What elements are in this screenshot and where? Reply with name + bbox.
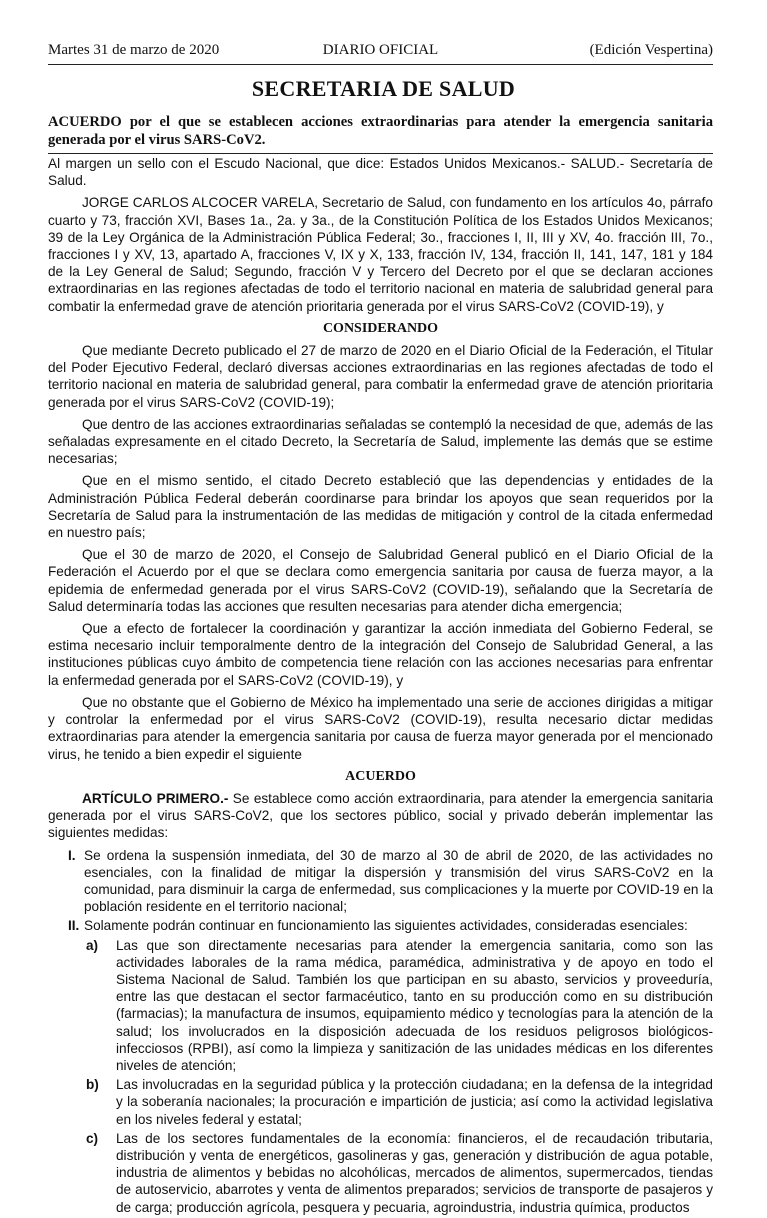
inciso-text: Las involucradas en la seguridad pública y la protección ciudadana; en la defensa de la integridad y la soberanía nacionales; la procuración e impartición de justicia; así como la actividad legislativa en los niveles federal y estatal;: [116, 1077, 713, 1127]
considerando-paragraph: Que a efecto de fortalecer la coordinación y garantizar la acción inmediata del Gobierno Federal, se estima necesario incluir temporalmente dentro de la integración del Consejo de Salubridad General, a las instituciones públicas cuyo ámbito de competencia tiene relación con las acciones necesarias para enfrentar la enfermedad generada por el SARS-CoV2 (COVID-19), y: [48, 621, 713, 688]
considerando-paragraph: Que dentro de las acciones extraordinarias señaladas se contempló la necesidad de que, además de las señaladas expresamente en el citado Decreto, la Secretaría de Salud, implemente las demás que se estime necesarias;: [48, 416, 713, 467]
articulo-primero-text: Se establece como acción extraordinaria, para atender la emergencia sanitaria generada por el virus SARS-CoV2, que los sectores público, social y privado deberán implementar las siguientes medidas:: [48, 790, 714, 841]
fraccion-marker: I.: [68, 847, 76, 863]
page-title: SECRETARIA DE SALUD: [251, 76, 516, 101]
inciso-marker: b): [86, 1077, 99, 1093]
fraccion-text: Solamente podrán continuar en funcionamiento las siguientes actividades, consideradas esenciales:: [84, 918, 688, 934]
fraccion-marker: II.: [68, 918, 80, 934]
header-date: Martes 31 de marzo de 2020: [48, 42, 220, 58]
inciso-marker: a): [86, 937, 99, 953]
seal-note: Al margen un sello con el Escudo Nacional, que dice: Estados Unidos Mexicanos.- SALUD.- Secretaría de Salud.: [48, 156, 713, 189]
fraccion-item: [48, 847, 713, 916]
fraccion-text: Se ordena la suspensión inmediata, del 30 de marzo al 30 de abril de 2020, de las actividades no esenciales, con la finalidad de mitigar la dispersión y transmisión del virus SARS-CoV2 en la comunidad, para disminuir la carga de enfermedad, sus complicaciones y la muerte por COVID-19 en la población residente en el territorio nacional;: [84, 847, 713, 915]
header-edition: (Edición Vespertina): [589, 42, 713, 58]
articulo-primero: [48, 790, 713, 842]
document-body: [48, 155, 713, 1218]
acuerdo-heading: ACUERDO: [345, 768, 416, 784]
inciso-text: Las que son directamente necesarias para atender la emergencia sanitaria, como son las actividades laborales de la rama médica, paramédica, administrativa y de apoyo en todo el Sistema Nacional de Salud. También los que participan en su abasto, servicios y proveeduría, entre las que destacan el sector farmacéutico, tanto en su producción como en su distribución (farmacias); la manufactura de insumos, equipamiento médico y tecnologías para la atención de la salud; los involucrados en la disposición adecuada de los residuos peligrosos biológicos-infecciosos (RPBI), así como la limpieza y sanitización de las unidades médicas en los diferentes niveles de atención;: [116, 937, 713, 1073]
preamble-paragraph: JORGE CARLOS ALCOCER VARELA, Secretario de Salud, con fundamento en los artículos 4o, párrafo cuarto y 73, fracción XVI, Bases 1a., 2a. y 3a., de la Constitución Política de los Estados Unidos Mexicanos; 39 de la Ley Orgánica de la Administración Pública Federal; 3o., fracciones I, II, III y XV, 4o. fracción III, 7o., fracciones I y XV, 13, apartado A, fracciones V, IX y X, 133, fracción IV, 134, fracción II, 141, 147, 181 y 184 de la Ley General de Salud; Segundo, fracción V y Tercero del Decreto por el que se declaran acciones extraordinarias en las regiones afectadas de todo el territorio nacional en materia de salubridad general para combatir la enfermedad grave de atención prioritaria generada por el virus SARS-CoV2 (COVID-19), y: [48, 195, 713, 314]
inciso-item: [48, 1130, 713, 1216]
considerando-paragraph: Que no obstante que el Gobierno de México ha implementado una serie de acciones dirigidas a mitigar y controlar la enfermedad por el virus SARS-CoV2 (COVID-19), resulta necesario dictar medidas extraordinarias para atender la emergencia sanitaria por causa de fuerza mayor generada por el mencionado virus, he tenido a bien expedir el siguiente: [48, 694, 713, 762]
considerando-heading: CONSIDERANDO: [322, 320, 439, 336]
considerando-paragraph: Que en el mismo sentido, el citado Decreto estableció que las dependencias y entidades de la Administración Pública Federal deberán coordinarse para brindar los apoyos que sean requeridos por la Secretaría de Salud para la instrumentación de las medidas de mitigación y control de la citada enfermedad en nuestro país;: [48, 473, 713, 541]
considerando-paragraph: Que el 30 de marzo de 2020, el Consejo de Salubridad General publicó en el Diario Oficial de la Federación el Acuerdo por el que se declara como emergencia sanitaria por causa de fuerza mayor, a la epidemia de enfermedad generada por el virus SARS-CoV2 (COVID-19), señalando que la Secretaría de Salud determinaría todas las acciones que resulten necesarias para atender dicha emergencia;: [48, 547, 713, 614]
page-header: [48, 42, 713, 65]
fraccion-item: [48, 917, 713, 934]
inciso-item: [48, 1076, 713, 1128]
considerando-paragraph: Que mediante Decreto publicado el 27 de marzo de 2020 en el Diario Oficial de la Federación, el Titular del Poder Ejecutivo Federal, declaró diversas acciones extraordinarias en las regiones afectadas de todo el territorio nacional en materia de salubridad general, para combatir la enfermedad grave de atención prioritaria generada por el virus SARS-CoV2 (COVID-19);: [48, 343, 713, 410]
inciso-text: Las de los sectores fundamentales de la economía: financieros, el de recaudación tributaria, distribución y venta de energéticos, gasolineras y gas, generación y distribución de agua potable, industria de alimentos y bebidas no alcohólicas, mercados de alimentos, supermercados, tiendas de autoservicio, abarrotes y venta de alimentos preparados; servicios de transporte de pasajeros y de carga; producción agrícola, pesquera y pecuaria, agroindustria, industria química, productos: [116, 1130, 713, 1215]
articulo-primero-lead: ARTÍCULO PRIMERO.-: [82, 790, 229, 806]
inciso-marker: c): [86, 1130, 99, 1146]
agreement-subject: ACUERDO por el que se establecen acciones extraordinarias para atender la emergencia sanitaria generada por el virus SARS-CoV2.: [48, 113, 713, 154]
inciso-item: [48, 937, 713, 1075]
header-publication: DIARIO OFICIAL: [322, 42, 439, 58]
